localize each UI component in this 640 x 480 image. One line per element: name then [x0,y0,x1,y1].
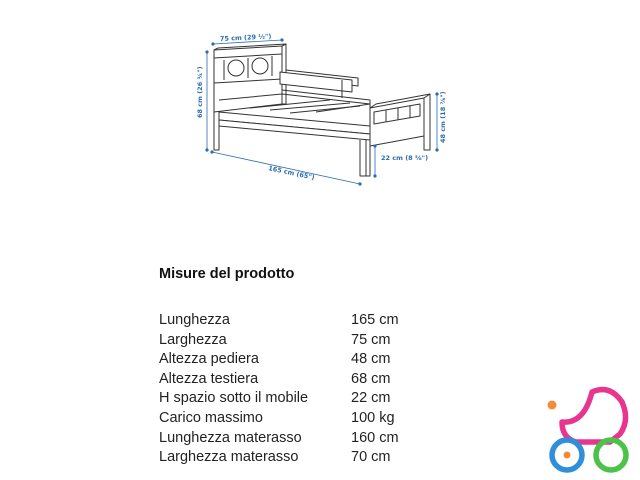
spec-label: Lunghezza materasso [159,429,302,446]
dim-head-height-label: 68 cm (26 ¾") [196,66,204,118]
spec-label: Altezza testiera [159,370,259,387]
spec-value: 48 cm [351,351,391,368]
dim-length-label: 165 cm (65") [267,164,316,182]
dim-width-label: 75 cm (29 ½") [219,32,272,43]
spec-value: 160 cm [351,429,399,446]
spec-label: Altezza pediera [159,351,259,368]
spec-value: 100 kg [351,409,395,426]
spec-row [159,350,419,370]
spec-row [159,311,419,331]
spec-value: 75 cm [351,331,391,348]
spec-value: 22 cm [351,390,391,407]
dim-foot-height-label: 48 cm (18 ⅞") [439,91,447,143]
spec-row [159,370,419,390]
dim-clearance-label: 22 cm (8 ⅝") [381,154,429,162]
spec-label: Carico massimo [159,409,263,426]
spec-label: Larghezza [159,331,227,348]
stroller-logo-icon [540,380,640,480]
spec-row [159,429,419,449]
spec-label: Larghezza materasso [159,449,299,466]
spec-value: 165 cm [351,312,399,328]
spec-label: Lunghezza [159,312,230,328]
spec-row [159,389,419,409]
spec-row [159,448,419,468]
spec-label: H spazio sotto il mobile [159,390,309,407]
spec-row [159,331,419,351]
spec-value: 70 cm [351,449,391,466]
section-title: Misure del prodotto [159,266,295,282]
spec-value: 68 cm [351,370,391,387]
spec-row [159,409,419,429]
spec-list [159,311,419,468]
